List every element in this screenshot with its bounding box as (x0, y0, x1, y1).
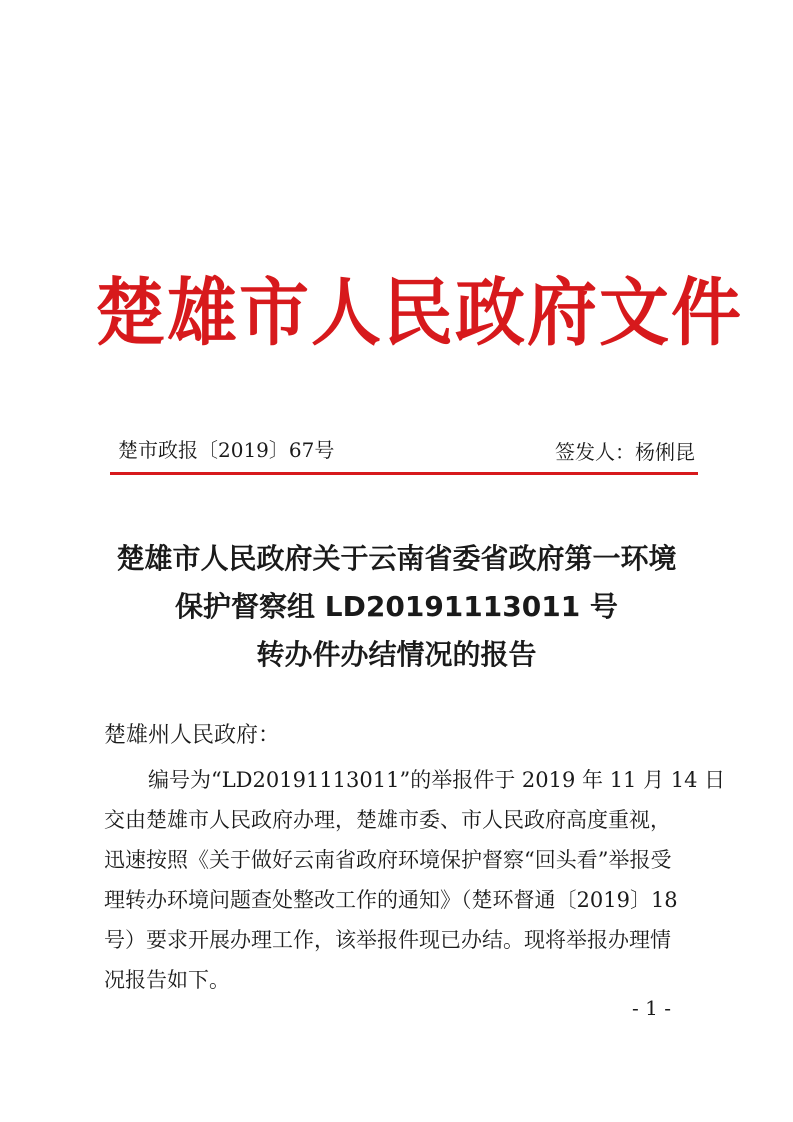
salutation: 楚雄州人民政府： (104, 723, 281, 748)
red-divider (110, 472, 698, 475)
body-paragraph (104, 760, 726, 1000)
masthead-title: 楚雄市人民政府文件 (95, 269, 743, 357)
document-title (95, 535, 698, 679)
title-line: 楚雄市人民政府关于云南省委省政府第一环境 (116, 542, 677, 575)
signer: 签发人：杨俐昆 (555, 440, 695, 464)
page-number: - 1 - (632, 996, 671, 1020)
body-line: 理转办环境问题查处整改工作的通知》（楚环督通〔2019〕18 (104, 888, 678, 912)
body-line: 号）要求开展办理工作，该举报件现已办结。现将举报办理情 (104, 928, 671, 952)
body-line: 况报告如下。 (104, 968, 230, 992)
body-line: 迅速按照《关于做好云南省政府环境保护督察“回头看”举报受 (104, 848, 672, 872)
title-line: 转办件办结情况的报告 (256, 638, 537, 671)
body-line: 交由楚雄市人民政府办理，楚雄市委、市人民政府高度重视， (104, 808, 671, 832)
title-line: 保护督察组 LD20191113011 号 (175, 590, 618, 623)
document-number: 楚市政报〔2019〕67号 (118, 438, 335, 462)
body-line: 编号为“LD20191113011”的举报件于 2019 年 11 月 14 日 (148, 768, 726, 792)
